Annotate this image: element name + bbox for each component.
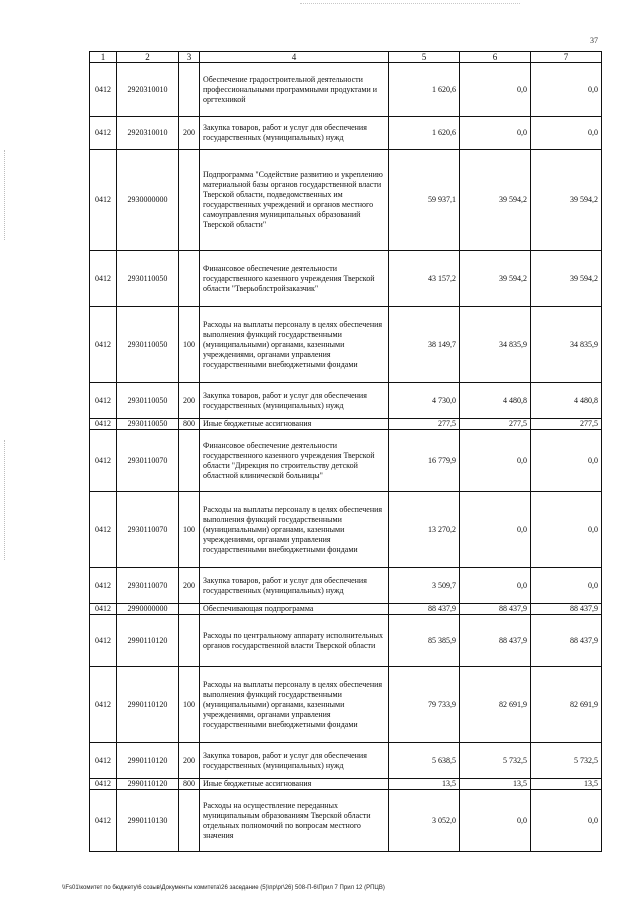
amount-col7-cell: 82 691,9 [531, 667, 602, 743]
table-row [90, 743, 602, 779]
table-row [90, 667, 602, 743]
amount-col5-cell: 1 620,6 [389, 117, 460, 150]
section-code-cell: 0412 [90, 419, 117, 430]
amount-col7-cell: 39 594,2 [531, 150, 602, 251]
amount-col7-cell: 13,5 [531, 779, 602, 790]
table-row [90, 430, 602, 492]
target-code-cell: 2930110070 [117, 492, 179, 568]
description-cell: Расходы на выплаты персоналу в целях обеспечения выполнения функций государственными (муниципальными) органами, казенными учреждениями, органами управления государственными внебюджетными фондами [200, 492, 389, 568]
amount-col6-cell: 0,0 [460, 430, 531, 492]
amount-col7-cell: 39 594,2 [531, 251, 602, 307]
amount-col6-cell: 0,0 [460, 63, 531, 117]
description-cell: Финансовое обеспечение деятельности государственного казенного учреждения Тверской области "Дирекция по строительству детской областной клинической больницы" [200, 430, 389, 492]
column-header: 4 [200, 52, 389, 63]
amount-col7-cell: 0,0 [531, 790, 602, 852]
budget-table [89, 51, 602, 852]
amount-col5-cell: 5 638,5 [389, 743, 460, 779]
description-cell: Закупка товаров, работ и услуг для обеспечения государственных (муниципальных) нужд [200, 743, 389, 779]
section-code-cell: 0412 [90, 307, 117, 383]
description-cell: Расходы по центральному аппарату исполнительных органов государственной власти Тверской области [200, 615, 389, 667]
table-header-row [90, 52, 602, 63]
table-row [90, 779, 602, 790]
expense-type-cell [179, 150, 200, 251]
target-code-cell: 2990110120 [117, 667, 179, 743]
scan-margin-mark [4, 150, 5, 240]
amount-col6-cell: 82 691,9 [460, 667, 531, 743]
amount-col5-cell: 13,5 [389, 779, 460, 790]
target-code-cell: 2990000000 [117, 604, 179, 615]
amount-col5-cell: 13 270,2 [389, 492, 460, 568]
description-cell: Подпрограмма "Содействие развитию и укреплению материальной базы органов государственной власти Тверской области, подведомственных им государственных учреждений и органов местного самоуправления муниципальных образований Тверской области" [200, 150, 389, 251]
table-row [90, 307, 602, 383]
expense-type-cell: 100 [179, 307, 200, 383]
target-code-cell: 2930110070 [117, 568, 179, 604]
column-header: 6 [460, 52, 531, 63]
expense-type-cell: 200 [179, 568, 200, 604]
column-header: 5 [389, 52, 460, 63]
amount-col5-cell: 1 620,6 [389, 63, 460, 117]
table-row [90, 117, 602, 150]
section-code-cell: 0412 [90, 63, 117, 117]
amount-col5-cell: 38 149,7 [389, 307, 460, 383]
column-header: 1 [90, 52, 117, 63]
section-code-cell: 0412 [90, 383, 117, 419]
table-row [90, 604, 602, 615]
page-number: 37 [590, 36, 598, 45]
section-code-cell: 0412 [90, 604, 117, 615]
table-row [90, 419, 602, 430]
section-code-cell: 0412 [90, 117, 117, 150]
amount-col5-cell: 16 779,9 [389, 430, 460, 492]
target-code-cell: 2990110120 [117, 743, 179, 779]
description-cell: Закупка товаров, работ и услуг для обеспечения государственных (муниципальных) нужд [200, 117, 389, 150]
amount-col7-cell: 0,0 [531, 117, 602, 150]
amount-col5-cell: 4 730,0 [389, 383, 460, 419]
amount-col6-cell: 88 437,9 [460, 604, 531, 615]
amount-col6-cell: 39 594,2 [460, 251, 531, 307]
scan-artifact-line [300, 3, 520, 5]
description-cell: Обеспечение градостроительной деятельности профессиональными программными продуктами и оргтехникой [200, 63, 389, 117]
column-header: 2 [117, 52, 179, 63]
expense-type-cell: 100 [179, 667, 200, 743]
amount-col6-cell: 0,0 [460, 492, 531, 568]
description-cell: Финансовое обеспечение деятельности государственного казенного учреждения Тверской области "Тверьоблстройзаказчик" [200, 251, 389, 307]
target-code-cell: 2990110120 [117, 615, 179, 667]
amount-col7-cell: 88 437,9 [531, 615, 602, 667]
table-row [90, 790, 602, 852]
amount-col7-cell: 0,0 [531, 568, 602, 604]
section-code-cell: 0412 [90, 743, 117, 779]
amount-col7-cell: 88 437,9 [531, 604, 602, 615]
amount-col7-cell: 277,5 [531, 419, 602, 430]
expense-type-cell: 800 [179, 779, 200, 790]
description-cell: Закупка товаров, работ и услуг для обеспечения государственных (муниципальных) нужд [200, 568, 389, 604]
section-code-cell: 0412 [90, 251, 117, 307]
target-code-cell: 2930110050 [117, 419, 179, 430]
expense-type-cell: 200 [179, 117, 200, 150]
amount-col5-cell: 3 509,7 [389, 568, 460, 604]
footer-file-path: \\Fs01\комитет по бюджету\6 созыв\Документы комитета\26 заседание (5)\пр\рг\26) 508-П-6\Прил 7 Прил 12 (РПЦВ) [62, 885, 385, 891]
expense-type-cell [179, 790, 200, 852]
amount-col5-cell: 79 733,9 [389, 667, 460, 743]
target-code-cell: 2920310010 [117, 117, 179, 150]
target-code-cell: 2930110050 [117, 383, 179, 419]
description-cell: Иные бюджетные ассигнования [200, 779, 389, 790]
column-header: 7 [531, 52, 602, 63]
expense-type-cell [179, 615, 200, 667]
amount-col6-cell: 88 437,9 [460, 615, 531, 667]
amount-col6-cell: 0,0 [460, 790, 531, 852]
target-code-cell: 2930110050 [117, 307, 179, 383]
section-code-cell: 0412 [90, 790, 117, 852]
table-row [90, 383, 602, 419]
amount-col7-cell: 5 732,5 [531, 743, 602, 779]
table-row [90, 150, 602, 251]
amount-col7-cell: 0,0 [531, 63, 602, 117]
section-code-cell: 0412 [90, 150, 117, 251]
target-code-cell: 2920310010 [117, 63, 179, 117]
description-cell: Иные бюджетные ассигнования [200, 419, 389, 430]
table-row [90, 251, 602, 307]
section-code-cell: 0412 [90, 568, 117, 604]
amount-col6-cell: 34 835,9 [460, 307, 531, 383]
amount-col6-cell: 4 480,8 [460, 383, 531, 419]
target-code-cell: 2930110050 [117, 251, 179, 307]
target-code-cell: 2990110120 [117, 779, 179, 790]
amount-col6-cell: 277,5 [460, 419, 531, 430]
amount-col5-cell: 85 385,9 [389, 615, 460, 667]
amount-col5-cell: 43 157,2 [389, 251, 460, 307]
section-code-cell: 0412 [90, 430, 117, 492]
amount-col5-cell: 277,5 [389, 419, 460, 430]
amount-col6-cell: 39 594,2 [460, 150, 531, 251]
description-cell: Закупка товаров, работ и услуг для обеспечения государственных (муниципальных) нужд [200, 383, 389, 419]
table-row [90, 492, 602, 568]
amount-col5-cell: 59 937,1 [389, 150, 460, 251]
amount-col7-cell: 0,0 [531, 492, 602, 568]
expense-type-cell [179, 251, 200, 307]
target-code-cell: 2930110070 [117, 430, 179, 492]
description-cell: Расходы на осуществление переданных муниципальным образованиям Тверской области отдельных полномочий по вопросам местного значения [200, 790, 389, 852]
amount-col5-cell: 88 437,9 [389, 604, 460, 615]
expense-type-cell [179, 604, 200, 615]
amount-col7-cell: 4 480,8 [531, 383, 602, 419]
amount-col5-cell: 3 052,0 [389, 790, 460, 852]
table-row [90, 615, 602, 667]
description-cell: Расходы на выплаты персоналу в целях обеспечения выполнения функций государственными (муниципальными) органами, казенными учреждениями, органами управления государственными внебюджетными фондами [200, 667, 389, 743]
amount-col6-cell: 0,0 [460, 117, 531, 150]
target-code-cell: 2930000000 [117, 150, 179, 251]
expense-type-cell: 200 [179, 383, 200, 419]
column-header: 3 [179, 52, 200, 63]
amount-col6-cell: 13,5 [460, 779, 531, 790]
expense-type-cell: 800 [179, 419, 200, 430]
amount-col6-cell: 5 732,5 [460, 743, 531, 779]
table-row [90, 568, 602, 604]
amount-col7-cell: 0,0 [531, 430, 602, 492]
description-cell: Обеспечивающая подпрограмма [200, 604, 389, 615]
section-code-cell: 0412 [90, 492, 117, 568]
amount-col6-cell: 0,0 [460, 568, 531, 604]
scan-margin-mark [4, 440, 5, 560]
expense-type-cell: 100 [179, 492, 200, 568]
section-code-cell: 0412 [90, 667, 117, 743]
expense-type-cell [179, 430, 200, 492]
section-code-cell: 0412 [90, 779, 117, 790]
target-code-cell: 2990110130 [117, 790, 179, 852]
section-code-cell: 0412 [90, 615, 117, 667]
expense-type-cell: 200 [179, 743, 200, 779]
table-row [90, 63, 602, 117]
amount-col7-cell: 34 835,9 [531, 307, 602, 383]
description-cell: Расходы на выплаты персоналу в целях обеспечения выполнения функций государственными (муниципальными) органами, казенными учреждениями, органами управления государственными внебюджетными фондами [200, 307, 389, 383]
expense-type-cell [179, 63, 200, 117]
